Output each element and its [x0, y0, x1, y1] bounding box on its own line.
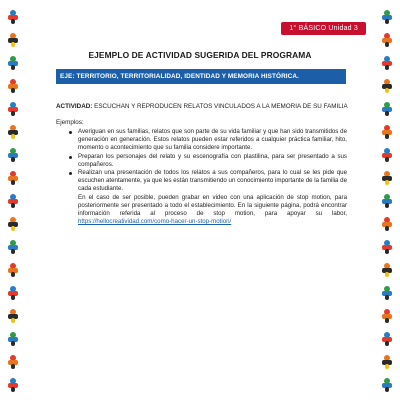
activity-label: ACTIVIDAD:: [56, 103, 93, 110]
totem-icon: [380, 217, 394, 231]
bird-icon: [6, 378, 20, 392]
bird-icon: [6, 102, 20, 116]
bullet-marker: [69, 131, 72, 134]
fish-icon: [6, 240, 20, 254]
figure-icon: [6, 125, 20, 139]
fish-icon: [6, 148, 20, 162]
bullet-marker: [69, 172, 72, 175]
totem-icon: [6, 79, 20, 93]
totem-icon: [380, 309, 394, 323]
page-title: EJEMPLO DE ACTIVIDAD SUGERIDA DEL PROGRAMA: [88, 50, 312, 60]
figure-icon: [6, 33, 20, 47]
left-decorative-border: [0, 0, 26, 400]
bird-icon: [380, 240, 394, 254]
list-item: [78, 169, 347, 226]
bird-icon: [6, 10, 20, 24]
fish-icon: [6, 56, 20, 70]
stop-motion-text: En el caso de ser posible, pueden grabar en video con una aplicación de stop motion, para posteriormente ser presentado a todo el establecimiento. En la siguiente página, podrá encontrar información referida al proceso de stop motion, para apoyar su labor,: [78, 193, 347, 218]
figure-icon: [6, 309, 20, 323]
list-item-text: Preparan los personajes del relato y su escenografía con plastilina, para ser presentado a sus compañeros.: [78, 152, 347, 168]
examples-list: [78, 128, 347, 226]
totem-icon: [380, 125, 394, 139]
figure-icon: [380, 79, 394, 93]
figure-icon: [380, 171, 394, 185]
figure-icon: [380, 263, 394, 277]
unit-badge: 1° BÁSICO Unidad 3: [281, 22, 366, 35]
fish-icon: [380, 286, 394, 300]
totem-icon: [6, 263, 20, 277]
fish-icon: [380, 378, 394, 392]
fish-icon: [380, 102, 394, 116]
fish-icon: [380, 10, 394, 24]
activity-line: [56, 103, 348, 110]
bird-icon: [380, 332, 394, 346]
totem-icon: [380, 33, 394, 47]
right-decorative-border: [374, 0, 400, 400]
list-item-text: Realizan una presentación de todos los relatos a sus compañeros, para lo cual se les pide que escuchen atentamente, ya que les están transmitiendo un conocimiento importante de la familia de cada estudiante.: [78, 169, 347, 193]
list-item: [78, 153, 347, 169]
figure-icon: [380, 355, 394, 369]
list-item: [78, 128, 347, 153]
bird-icon: [6, 286, 20, 300]
examples-label: Ejemplos:: [56, 119, 84, 126]
figure-icon: [6, 217, 20, 231]
stop-motion-paragraph: [78, 194, 347, 227]
fish-icon: [6, 332, 20, 346]
bullet-marker: [69, 156, 72, 159]
eje-banner: EJE: TERRITORIO, TERRITORIALIDAD, IDENTIDAD Y MEMORIA HISTÓRICA.: [56, 69, 346, 84]
fish-icon: [380, 194, 394, 208]
totem-icon: [6, 171, 20, 185]
totem-icon: [6, 355, 20, 369]
bird-icon: [380, 148, 394, 162]
stop-motion-link[interactable]: https://hellocreatividad.com/como-hacer-un-stop-motion/: [78, 218, 232, 226]
activity-text: ESCUCHAN Y REPRODUCEN RELATOS VINCULADOS A LA MEMORIA DE SU FAMILIA: [92, 103, 348, 110]
bird-icon: [380, 56, 394, 70]
list-item-text: Averiguan en sus familias, relatos que son parte de su vida familiar y que han sido transmitidos de generación en generación. Estos relatos pueden estar referidos a cualquier práctica familiar, hito, momento o acontecimiento que su familia considere importante.: [78, 128, 347, 152]
bird-icon: [6, 194, 20, 208]
